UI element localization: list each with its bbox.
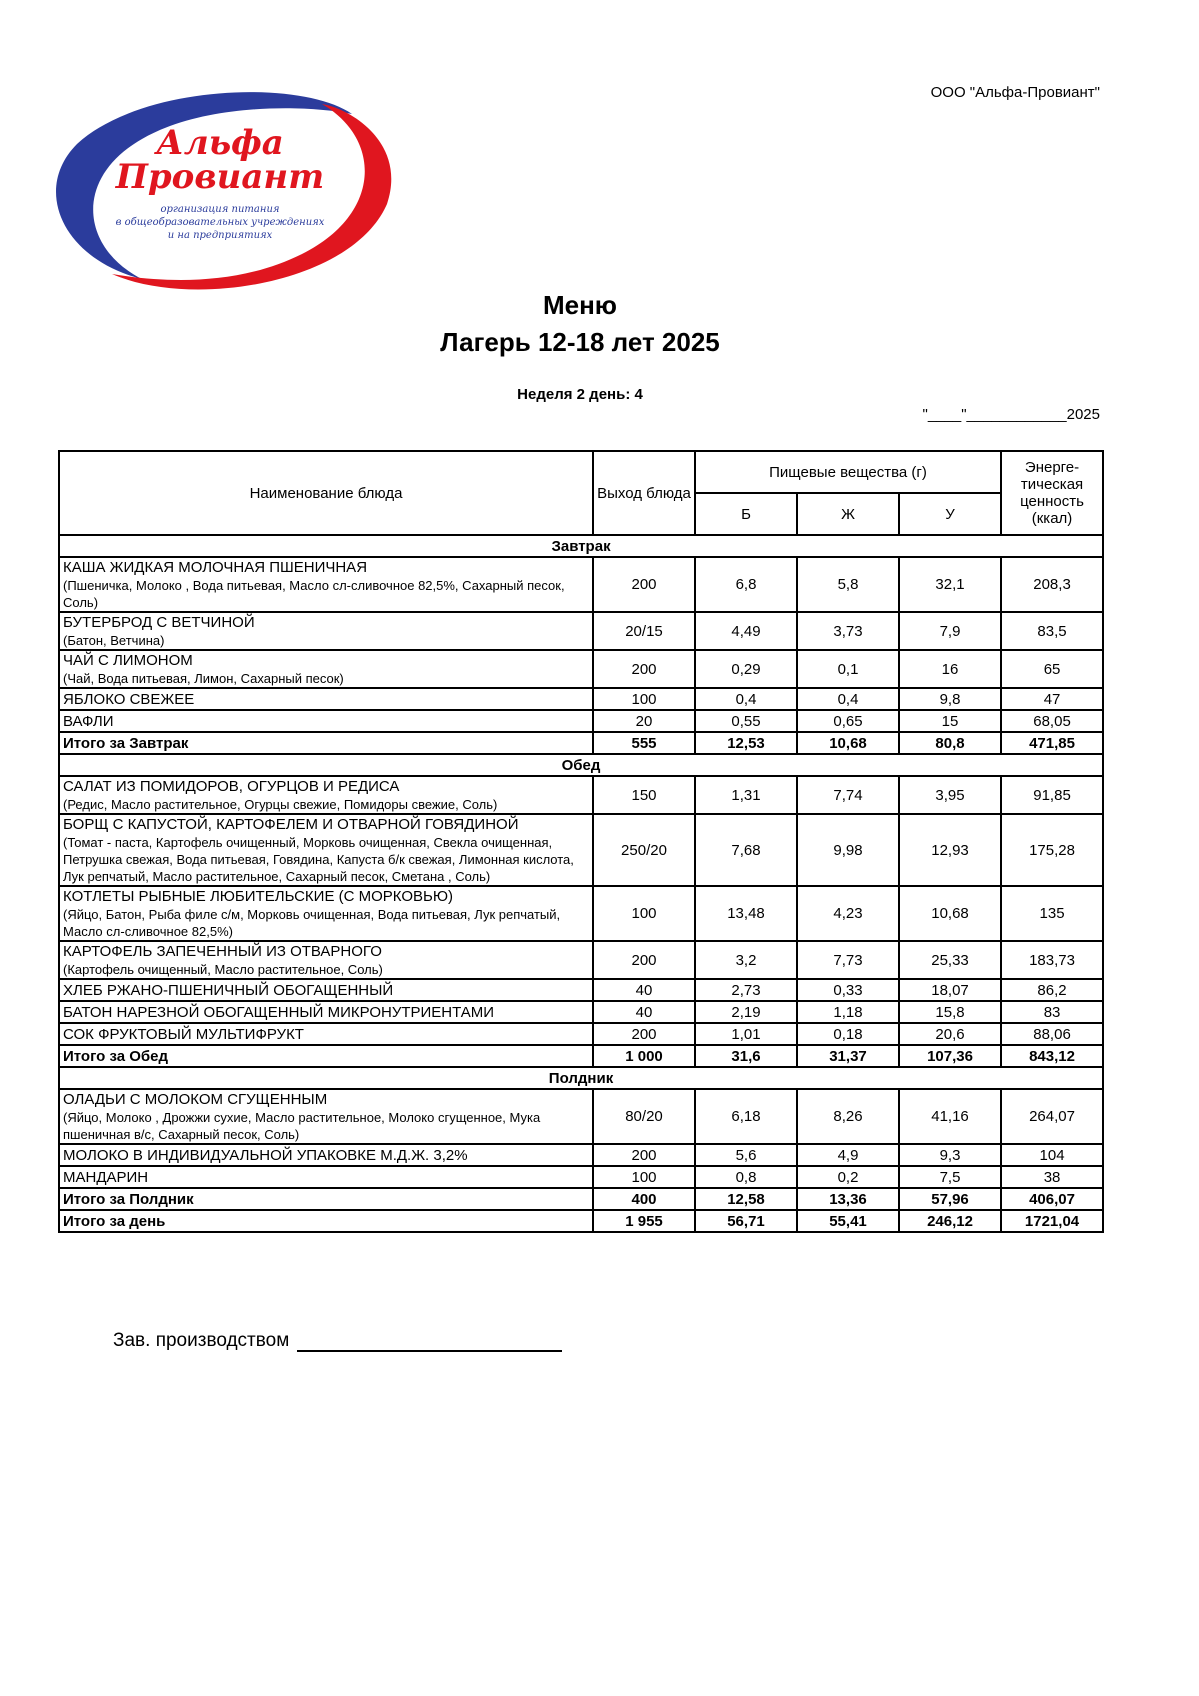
dish-cell (59, 1023, 593, 1045)
page-title: Меню (542, 290, 618, 320)
total-protein-cell: 12,58 (695, 1188, 797, 1210)
energy-cell: 68,05 (1001, 710, 1103, 732)
fat-cell: 0,65 (797, 710, 899, 732)
dish-ingredients: (Батон, Ветчина) (63, 633, 165, 648)
total-fat-cell: 31,37 (797, 1045, 899, 1067)
output-cell: 20 (593, 710, 695, 732)
dish-name: ОЛАДЬИ С МОЛОКОМ СГУЩЕННЫМ (63, 1091, 328, 1108)
table-row (59, 1023, 1103, 1045)
section-title: Завтрак (59, 535, 1103, 557)
total-output-cell: 400 (593, 1188, 695, 1210)
carbs-cell: 18,07 (899, 979, 1001, 1001)
dish-cell (59, 688, 593, 710)
day-total-output-cell: 1 955 (593, 1210, 695, 1232)
dish-name: КАША ЖИДКАЯ МОЛОЧНАЯ ПШЕНИЧНАЯ (63, 559, 368, 576)
carbs-cell: 9,8 (899, 688, 1001, 710)
total-carbs-cell: 57,96 (899, 1188, 1001, 1210)
table-row (59, 979, 1103, 1001)
energy-cell: 86,2 (1001, 979, 1103, 1001)
energy-cell: 208,3 (1001, 557, 1103, 612)
carbs-cell: 15 (899, 710, 1001, 732)
protein-cell: 0,8 (695, 1166, 797, 1188)
dish-name: ВАФЛИ (63, 712, 114, 730)
page-subtitle: Лагерь 12-18 лет 2025 (440, 327, 720, 357)
day-total-fat-cell: 55,41 (797, 1210, 899, 1232)
dish-ingredients: (Яйцо, Батон, Рыба филе с/м, Морковь очищенная, Вода питьевая, Лук репчатый, Масло сл-сливочное 82,5%) (63, 907, 561, 939)
protein-cell: 13,48 (695, 886, 797, 941)
total-row (59, 732, 1103, 754)
output-cell: 100 (593, 1166, 695, 1188)
output-cell: 200 (593, 557, 695, 612)
fat-cell: 3,73 (797, 612, 899, 650)
carbs-cell: 41,16 (899, 1089, 1001, 1144)
energy-cell: 38 (1001, 1166, 1103, 1188)
energy-cell: 264,07 (1001, 1089, 1103, 1144)
energy-cell: 88,06 (1001, 1023, 1103, 1045)
table-row (59, 886, 1103, 941)
protein-cell: 1,01 (695, 1023, 797, 1045)
signature-line (297, 1332, 562, 1352)
output-cell: 150 (593, 776, 695, 814)
output-cell: 40 (593, 1001, 695, 1023)
dish-cell (59, 557, 593, 612)
day-total-label: Итого за день (59, 1210, 593, 1232)
table-row (59, 1144, 1103, 1166)
dish-cell (59, 979, 593, 1001)
total-energy-cell: 471,85 (1001, 732, 1103, 754)
dish-name: БАТОН НАРЕЗНОЙ ОБОГАЩЕННЫЙ МИКРОНУТРИЕНТАМИ (63, 1003, 495, 1021)
dish-cell (59, 776, 593, 814)
fat-cell: 8,26 (797, 1089, 899, 1144)
total-label: Итого за Завтрак (59, 732, 593, 754)
carbs-cell: 32,1 (899, 557, 1001, 612)
protein-cell: 4,49 (695, 612, 797, 650)
dish-name: БОРЩ С КАПУСТОЙ, КАРТОФЕЛЕМ И ОТВАРНОЙ ГОВЯДИНОЙ (63, 816, 519, 833)
energy-cell: 65 (1001, 650, 1103, 688)
energy-cell: 104 (1001, 1144, 1103, 1166)
dish-ingredients: (Редис, Масло растительное, Огурцы свежие, Помидоры свежие, Соль) (63, 797, 498, 812)
total-output-cell: 1 000 (593, 1045, 695, 1067)
table-row (59, 1089, 1103, 1144)
carbs-cell: 20,6 (899, 1023, 1001, 1045)
date-line: "____"____________2025 (922, 406, 1100, 423)
section-title: Полдник (59, 1067, 1103, 1089)
dish-cell (59, 710, 593, 732)
menu-table (58, 450, 1104, 1233)
total-row (59, 1188, 1103, 1210)
dish-cell (59, 1166, 593, 1188)
footer-label: Зав. производством (113, 1330, 290, 1351)
protein-cell: 2,19 (695, 1001, 797, 1023)
dish-name: МОЛОКО В ИНДИВИДУАЛЬНОЙ УПАКОВКЕ М.Д.Ж. 3,2% (63, 1146, 468, 1164)
fat-cell: 7,74 (797, 776, 899, 814)
logo-text-1: Альфа (156, 123, 284, 163)
fat-cell: 5,8 (797, 557, 899, 612)
table-row (59, 1166, 1103, 1188)
output-cell: 200 (593, 941, 695, 979)
fat-cell: 7,73 (797, 941, 899, 979)
protein-cell: 0,4 (695, 688, 797, 710)
protein-cell: 0,55 (695, 710, 797, 732)
carbs-cell: 16 (899, 650, 1001, 688)
carbs-cell: 3,95 (899, 776, 1001, 814)
energy-cell: 47 (1001, 688, 1103, 710)
table-row (59, 612, 1103, 650)
header-protein: Б (695, 493, 797, 535)
energy-cell: 183,73 (1001, 941, 1103, 979)
section-row (59, 535, 1103, 557)
total-energy-cell: 406,07 (1001, 1188, 1103, 1210)
dish-name: ЧАЙ С ЛИМОНОМ (63, 652, 193, 669)
protein-cell: 6,8 (695, 557, 797, 612)
dish-ingredients: (Томат - паста, Картофель очищенный, Морковь очищенная, Свекла очищенная, Петрушка свежая, Вода питьевая, Говядина, Капуста б/к свежая, Лимонная кислота, Лук репчатый, Масло растительное, Сахарный песок, Сметана , Соль) (63, 835, 574, 884)
dish-cell (59, 1001, 593, 1023)
section-row (59, 1067, 1103, 1089)
dish-name: МАНДАРИН (63, 1168, 149, 1186)
total-fat-cell: 10,68 (797, 732, 899, 754)
output-cell: 100 (593, 886, 695, 941)
logo-tagline-3: и на предприятиях (167, 230, 273, 241)
output-cell: 20/15 (593, 612, 695, 650)
header-output: Выход блюда (593, 451, 695, 535)
fat-cell: 0,33 (797, 979, 899, 1001)
table-row (59, 776, 1103, 814)
total-carbs-cell: 80,8 (899, 732, 1001, 754)
total-energy-cell: 843,12 (1001, 1045, 1103, 1067)
output-cell: 100 (593, 688, 695, 710)
total-output-cell: 555 (593, 732, 695, 754)
protein-cell: 2,73 (695, 979, 797, 1001)
output-cell: 200 (593, 1144, 695, 1166)
carbs-cell: 15,8 (899, 1001, 1001, 1023)
day-total-carbs-cell: 246,12 (899, 1210, 1001, 1232)
fat-cell: 0,4 (797, 688, 899, 710)
menu-body (59, 535, 1103, 1232)
week-day: Неделя 2 день: 4 (517, 386, 643, 403)
total-label: Итого за Обед (59, 1045, 593, 1067)
header-nutrients: Пищевые вещества (г) (695, 451, 1001, 493)
protein-cell: 5,6 (695, 1144, 797, 1166)
output-cell: 80/20 (593, 1089, 695, 1144)
carbs-cell: 10,68 (899, 886, 1001, 941)
energy-cell: 91,85 (1001, 776, 1103, 814)
dish-cell (59, 1144, 593, 1166)
dish-ingredients: (Яйцо, Молоко , Дрожжи сухие, Масло растительное, Молоко сгущенное, Мука пшеничная в/с, Сахарный песок, Соль) (63, 1110, 541, 1142)
dish-name: САЛАТ ИЗ ПОМИДОРОВ, ОГУРЦОВ И РЕДИСА (63, 778, 400, 795)
company-logo (52, 84, 392, 294)
output-cell: 40 (593, 979, 695, 1001)
fat-cell: 0,1 (797, 650, 899, 688)
energy-cell: 175,28 (1001, 814, 1103, 886)
protein-cell: 1,31 (695, 776, 797, 814)
dish-name: ЯБЛОКО СВЕЖЕЕ (63, 690, 195, 708)
logo-tagline-1: организация питания (160, 204, 280, 215)
logo-tagline-2: в общеобразовательных учреждениях (115, 217, 325, 228)
header-carbs: У (899, 493, 1001, 535)
fat-cell: 0,2 (797, 1166, 899, 1188)
logo-text-2: Провиант (115, 157, 325, 197)
company-name: ООО "Альфа-Провиант" (930, 84, 1100, 101)
carbs-cell: 12,93 (899, 814, 1001, 886)
dish-name: ХЛЕБ РЖАНО-ПШЕНИЧНЫЙ ОБОГАЩЕННЫЙ (63, 981, 394, 999)
table-row (59, 688, 1103, 710)
dish-cell (59, 612, 593, 650)
header-fat: Ж (797, 493, 899, 535)
total-carbs-cell: 107,36 (899, 1045, 1001, 1067)
protein-cell: 7,68 (695, 814, 797, 886)
dish-cell (59, 941, 593, 979)
dish-ingredients: (Картофель очищенный, Масло растительное, Соль) (63, 962, 383, 977)
dish-cell (59, 1089, 593, 1144)
dish-ingredients: (Пшеничка, Молоко , Вода питьевая, Масло сл-сливочное 82,5%, Сахарный песок, Соль) (63, 578, 565, 610)
energy-cell: 135 (1001, 886, 1103, 941)
header-name: Наименование блюда (59, 451, 593, 535)
table-row (59, 557, 1103, 612)
dish-name: КАРТОФЕЛЬ ЗАПЕЧЕННЫЙ ИЗ ОТВАРНОГО (63, 943, 382, 960)
total-fat-cell: 13,36 (797, 1188, 899, 1210)
day-total-energy-cell: 1721,04 (1001, 1210, 1103, 1232)
fat-cell: 9,98 (797, 814, 899, 886)
total-protein-cell: 12,53 (695, 732, 797, 754)
dish-name: КОТЛЕТЫ РЫБНЫЕ ЛЮБИТЕЛЬСКИЕ (С МОРКОВЬЮ) (63, 888, 454, 905)
dish-name: СОК ФРУКТОВЫЙ МУЛЬТИФРУКТ (63, 1025, 304, 1043)
total-row (59, 1045, 1103, 1067)
energy-cell: 83,5 (1001, 612, 1103, 650)
dish-cell (59, 650, 593, 688)
footer-signature (113, 1330, 562, 1352)
fat-cell: 1,18 (797, 1001, 899, 1023)
fat-cell: 0,18 (797, 1023, 899, 1045)
energy-cell: 83 (1001, 1001, 1103, 1023)
output-cell: 200 (593, 1023, 695, 1045)
carbs-cell: 7,9 (899, 612, 1001, 650)
total-protein-cell: 31,6 (695, 1045, 797, 1067)
protein-cell: 3,2 (695, 941, 797, 979)
protein-cell: 6,18 (695, 1089, 797, 1144)
table-row (59, 650, 1103, 688)
fat-cell: 4,9 (797, 1144, 899, 1166)
section-title: Обед (59, 754, 1103, 776)
dish-cell (59, 814, 593, 886)
day-total-row (59, 1210, 1103, 1232)
protein-cell: 0,29 (695, 650, 797, 688)
carbs-cell: 25,33 (899, 941, 1001, 979)
table-row (59, 941, 1103, 979)
total-label: Итого за Полдник (59, 1188, 593, 1210)
carbs-cell: 7,5 (899, 1166, 1001, 1188)
dish-ingredients: (Чай, Вода питьевая, Лимон, Сахарный песок) (63, 671, 344, 686)
output-cell: 200 (593, 650, 695, 688)
section-row (59, 754, 1103, 776)
fat-cell: 4,23 (797, 886, 899, 941)
table-row (59, 1001, 1103, 1023)
day-total-protein-cell: 56,71 (695, 1210, 797, 1232)
carbs-cell: 9,3 (899, 1144, 1001, 1166)
output-cell: 250/20 (593, 814, 695, 886)
dish-cell (59, 886, 593, 941)
header-energy: Энерге-тическая ценность (ккал) (1001, 451, 1103, 535)
dish-name: БУТЕРБРОД С ВЕТЧИНОЙ (63, 614, 255, 631)
table-row (59, 710, 1103, 732)
table-row (59, 814, 1103, 886)
